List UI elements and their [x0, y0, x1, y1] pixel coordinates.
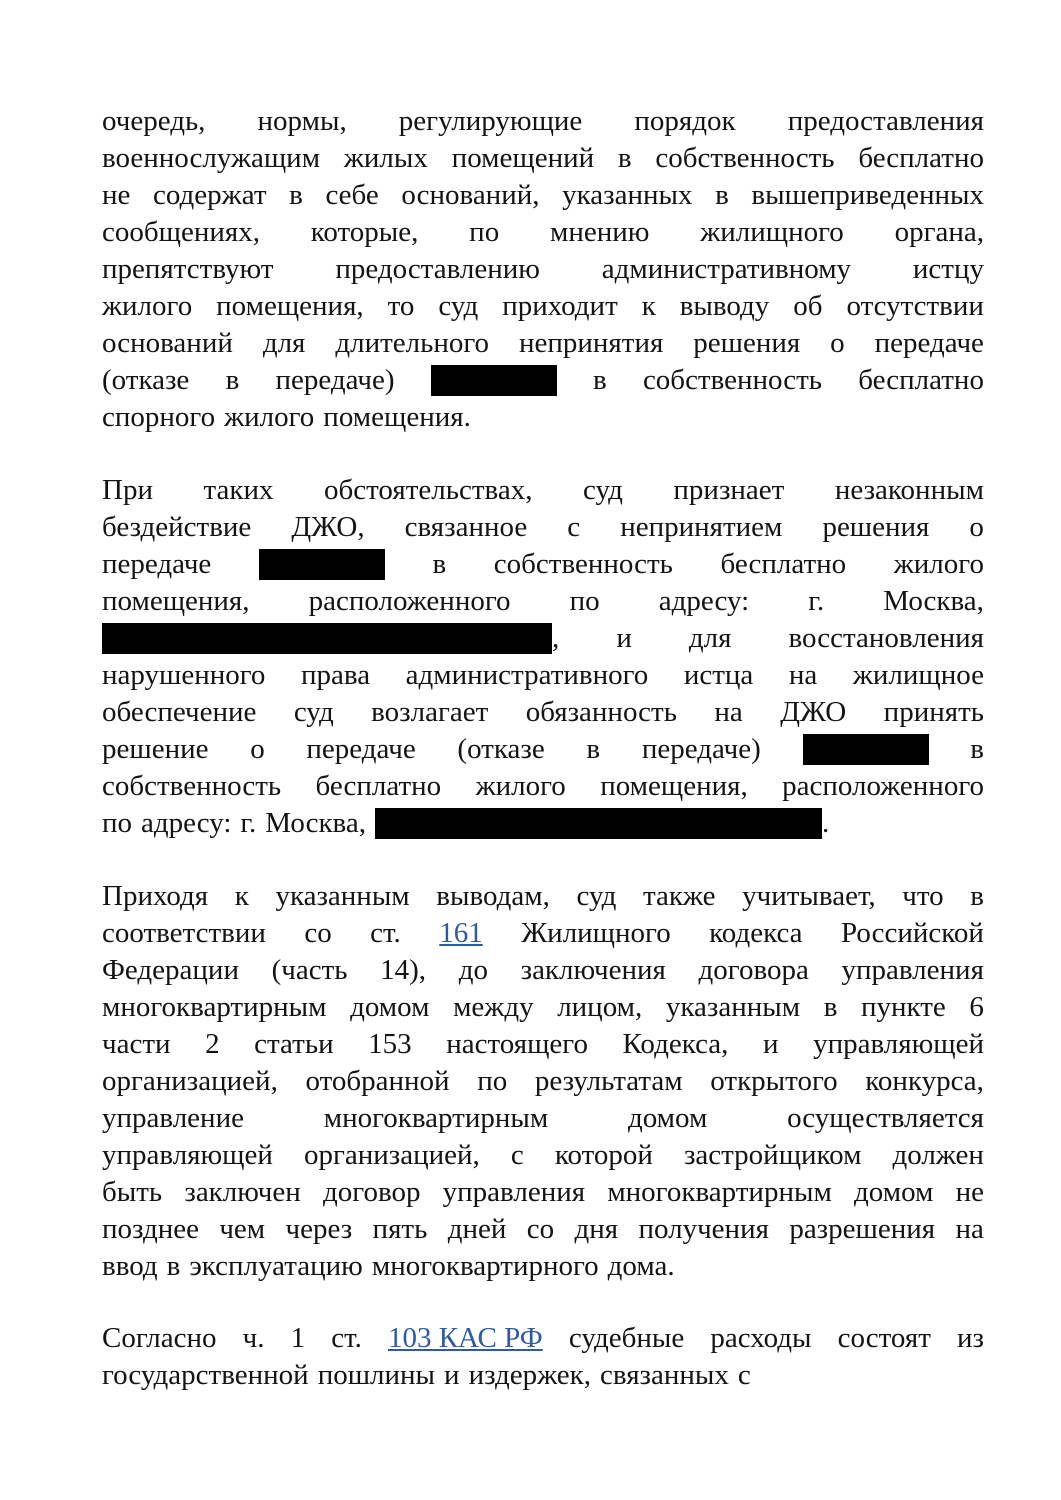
word: жилищного: [700, 216, 844, 248]
word: в: [289, 179, 303, 211]
law-reference-link[interactable]: 103 КАС РФ: [387, 1322, 543, 1354]
word: к: [234, 880, 249, 912]
word: в: [970, 880, 984, 912]
word: в: [166, 1250, 181, 1282]
word: чем: [219, 1213, 266, 1245]
word: Москва,: [883, 585, 984, 617]
redacted-token: [803, 731, 929, 768]
word: суд: [293, 696, 334, 728]
word: должен: [892, 1139, 984, 1171]
paragraph-housing-grounds: [102, 103, 984, 436]
word: ч.: [242, 1322, 265, 1354]
word: жилого: [224, 401, 315, 433]
word: принять: [883, 696, 984, 728]
word: части: [102, 1028, 171, 1060]
word: решение: [102, 733, 209, 765]
text-line: [102, 620, 984, 657]
text-line: [102, 915, 984, 952]
word: Кодекса,: [622, 1028, 729, 1060]
text-line: [102, 989, 984, 1026]
word: передаче: [874, 327, 984, 359]
word: ст.: [370, 917, 401, 949]
redacted-token: [102, 620, 559, 657]
word: г.: [808, 585, 825, 617]
redaction-bar: [431, 365, 557, 396]
word: ст.: [331, 1322, 362, 1354]
word: между: [453, 991, 534, 1023]
word: и: [762, 1028, 779, 1060]
word: судебные: [568, 1322, 685, 1354]
word: помещения,: [600, 770, 748, 802]
word: управляющей: [813, 1028, 984, 1060]
word: собственность: [493, 548, 673, 580]
word: в: [970, 733, 984, 765]
text-line: [102, 1248, 984, 1285]
word: разрешения: [789, 1213, 936, 1245]
word: собственность: [655, 142, 835, 174]
redacted-token: [375, 805, 829, 842]
word: и: [616, 622, 632, 654]
text-line: [102, 583, 984, 620]
redacted-token: [259, 546, 385, 583]
word: длительного: [335, 327, 490, 359]
word: административному: [601, 253, 852, 285]
word: застройщиком: [683, 1139, 862, 1171]
word: незаконным: [834, 474, 984, 506]
word: также: [643, 880, 716, 912]
word: с: [737, 1359, 751, 1391]
text-line: [102, 140, 984, 177]
word: в: [432, 548, 447, 580]
word: в: [715, 179, 729, 211]
word: обеспечение: [102, 696, 257, 728]
word: открытого: [710, 1065, 838, 1097]
word: для: [688, 622, 732, 654]
word: управления: [841, 954, 984, 986]
text-line: [102, 1100, 984, 1137]
word: признает: [673, 474, 785, 506]
word: Российской: [841, 917, 984, 949]
word: ДЖО: [780, 696, 847, 728]
word: на: [714, 696, 743, 728]
word: оснований: [102, 327, 233, 359]
text-line: [102, 472, 984, 509]
word: указанным: [275, 880, 410, 912]
word: истцу: [912, 253, 984, 285]
word: Федерации: [102, 954, 239, 986]
word: лицом,: [557, 991, 643, 1023]
word: которые,: [310, 216, 419, 248]
text-line: [102, 1063, 984, 1100]
word: расходы: [710, 1322, 812, 1354]
word: связанных: [600, 1359, 729, 1391]
word: отобранной: [305, 1065, 450, 1097]
word: передаче: [102, 548, 212, 580]
word: быть: [102, 1176, 163, 1208]
law-reference-token: [388, 1320, 543, 1357]
word: то: [387, 290, 415, 322]
word: непринятием: [620, 511, 783, 543]
word: в: [586, 733, 601, 765]
word: настоящего: [446, 1028, 588, 1060]
word: (часть: [271, 954, 348, 986]
word: соответствии: [102, 917, 266, 949]
word: в: [225, 364, 240, 396]
redaction-bar: [102, 623, 552, 654]
word: помещения.: [323, 401, 471, 433]
word: на: [955, 1213, 984, 1245]
text-line: [102, 952, 984, 989]
word: г.: [240, 807, 257, 839]
word: выводу: [679, 290, 770, 322]
word: с: [567, 511, 581, 543]
word: решения: [822, 511, 930, 543]
word: органа,: [894, 216, 984, 248]
word: таких: [203, 474, 274, 506]
word: с: [510, 1139, 524, 1171]
text-line: [102, 731, 984, 768]
word: указанным: [665, 991, 801, 1023]
word: бесплатно: [315, 770, 442, 802]
word: со: [526, 1213, 555, 1245]
word: дня: [574, 1213, 619, 1245]
word: (отказе: [457, 733, 545, 765]
word: со: [304, 917, 332, 949]
word: обстоятельствах,: [324, 474, 533, 506]
text-line: [102, 362, 984, 399]
text-line: [102, 325, 984, 362]
word: ДЖО,: [291, 511, 365, 543]
word: многоквартирным: [102, 991, 327, 1023]
word: выводам,: [436, 880, 550, 912]
word: При: [102, 474, 153, 506]
word: получения: [638, 1213, 769, 1245]
word: домом: [627, 1102, 708, 1134]
word: жилого: [893, 548, 984, 580]
text-line: [102, 399, 984, 436]
word: состоят: [837, 1322, 931, 1354]
word: суд: [582, 474, 623, 506]
word: ввод: [102, 1250, 158, 1282]
punctuation: ,: [552, 622, 560, 654]
redaction-bar: [803, 734, 929, 765]
text-line: [102, 694, 984, 731]
text-line: [102, 1026, 984, 1063]
word: позднее: [102, 1213, 199, 1245]
word: дней: [447, 1213, 507, 1245]
word: пять: [372, 1213, 428, 1245]
word: Приходя: [102, 880, 209, 912]
word: административного: [405, 659, 649, 691]
word: управление: [102, 1102, 244, 1134]
word: (отказе: [102, 364, 190, 396]
word: о: [830, 327, 845, 359]
text-line: [102, 657, 984, 694]
text-line: [102, 1174, 984, 1211]
word: содержат: [153, 179, 267, 211]
word: осуществляется: [787, 1102, 984, 1134]
word: собственность: [102, 770, 282, 802]
word: домом: [350, 991, 430, 1023]
word: в: [617, 142, 632, 174]
text-line: [102, 177, 984, 214]
text-line: [102, 878, 984, 915]
word: заключения: [520, 954, 666, 986]
word: регулирующие: [398, 105, 583, 137]
paragraph-housing-code: [102, 878, 984, 1285]
word: государственной: [102, 1359, 309, 1391]
word: организацией,: [102, 1065, 278, 1097]
word: связанное: [404, 511, 528, 543]
word: расположенного: [782, 770, 984, 802]
law-reference-token: [439, 915, 483, 952]
word: жилищное: [852, 659, 984, 691]
word: до: [458, 954, 488, 986]
word: кодекса: [709, 917, 803, 949]
word: которой: [554, 1139, 653, 1171]
word: 14),: [380, 954, 427, 986]
word: права: [301, 659, 371, 691]
text-line: [102, 1320, 984, 1357]
word: многоквартирным: [607, 1176, 832, 1208]
word: об: [793, 290, 823, 322]
word: 1: [290, 1322, 306, 1354]
word: военнослужащим: [102, 142, 321, 174]
word: о: [969, 511, 984, 543]
word: приходит: [502, 290, 618, 322]
word: нормы,: [257, 105, 347, 137]
text-line: [102, 251, 984, 288]
word: нарушенного: [102, 659, 266, 691]
word: учитывает,: [742, 880, 876, 912]
text-line: [102, 1357, 984, 1394]
word: результатам: [534, 1065, 683, 1097]
word: собственность: [642, 364, 823, 396]
word: договора: [698, 954, 809, 986]
word: бесплатно: [858, 142, 984, 174]
word: Жилищного: [521, 917, 671, 949]
word: управляющей: [102, 1139, 273, 1171]
redacted-token: [431, 362, 557, 399]
word: по: [569, 585, 600, 617]
word: эксплуатацию: [189, 1250, 363, 1282]
word: дома.: [607, 1250, 675, 1282]
punctuation: .: [821, 807, 830, 839]
word: указанных: [562, 179, 693, 211]
word: суд: [576, 880, 617, 912]
word: о: [250, 733, 265, 765]
word: пошлины: [317, 1359, 436, 1391]
text-line: [102, 103, 984, 140]
word: и: [444, 1359, 460, 1391]
word: статьи: [254, 1028, 334, 1060]
word: спорного: [102, 401, 216, 433]
word: по: [102, 807, 133, 839]
word: порядок: [634, 105, 736, 137]
word: из: [957, 1322, 984, 1354]
text-line: [102, 288, 984, 325]
redaction-bar: [259, 549, 385, 580]
word: помещения,: [216, 290, 364, 322]
redaction-bar: [375, 808, 822, 839]
word: суд: [438, 290, 479, 322]
word: бесплатно: [858, 364, 984, 396]
word: бездействие: [102, 511, 252, 543]
word: в: [823, 991, 838, 1023]
text-line: [102, 1211, 984, 1248]
word: оснований,: [401, 179, 540, 211]
word: передаче): [641, 733, 761, 765]
word: истца: [683, 659, 754, 691]
text-line: [102, 1137, 984, 1174]
law-reference-link[interactable]: 161: [439, 917, 483, 949]
word: домом: [854, 1176, 934, 1208]
word: предоставлению: [335, 253, 540, 285]
word: по: [477, 1065, 508, 1097]
word: препятствуют: [102, 253, 274, 285]
word: не: [102, 179, 131, 211]
text-line: [102, 214, 984, 251]
word: жилых: [343, 142, 428, 174]
word: управления: [442, 1176, 586, 1208]
word: расположенного: [308, 585, 511, 617]
word: многоквартирного: [371, 1250, 599, 1282]
word: жилого: [475, 770, 566, 802]
paragraph-court-costs: [102, 1320, 984, 1394]
word: предоставления: [787, 105, 984, 137]
word: на: [788, 659, 818, 691]
word: заключен: [184, 1176, 301, 1208]
word: сообщениях,: [102, 216, 260, 248]
word: 153: [368, 1028, 412, 1060]
word: для: [262, 327, 306, 359]
word: конкурса,: [865, 1065, 984, 1097]
word: непринятия: [518, 327, 664, 359]
word: передаче: [306, 733, 416, 765]
word: 2: [205, 1028, 220, 1060]
word: 6: [969, 991, 984, 1023]
word: себе: [325, 179, 379, 211]
word: адресу:: [141, 807, 232, 839]
word: жилого: [102, 290, 193, 322]
text-line: [102, 509, 984, 546]
word: решения: [693, 327, 801, 359]
word: помещения,: [102, 585, 250, 617]
word: очередь,: [102, 105, 206, 137]
word: не: [955, 1176, 984, 1208]
text-line: [102, 546, 984, 583]
word: помещений: [451, 142, 595, 174]
word: передаче): [275, 364, 395, 396]
word: бесплатно: [720, 548, 847, 580]
word: через: [285, 1213, 353, 1245]
word: по: [469, 216, 500, 248]
word: договор: [323, 1176, 421, 1208]
word: восстановления: [788, 622, 984, 654]
text-line: [102, 805, 984, 842]
word: Согласно: [102, 1322, 217, 1354]
word: многоквартирным: [323, 1102, 549, 1134]
word: мнению: [549, 216, 650, 248]
word: отсутствии: [846, 290, 984, 322]
word: издержек,: [468, 1359, 592, 1391]
word: к: [641, 290, 656, 322]
word: вышеприведенных: [751, 179, 984, 211]
word: адресу:: [658, 585, 750, 617]
text-line: [102, 768, 984, 805]
word: обязанность: [525, 696, 677, 728]
word: организацией,: [303, 1139, 480, 1171]
paragraph-court-ruling: [102, 472, 984, 842]
word: Москва,: [265, 807, 366, 839]
word: что: [902, 880, 944, 912]
word: в: [592, 364, 607, 396]
word: пункте: [861, 991, 946, 1023]
word: возлагает: [371, 696, 489, 728]
